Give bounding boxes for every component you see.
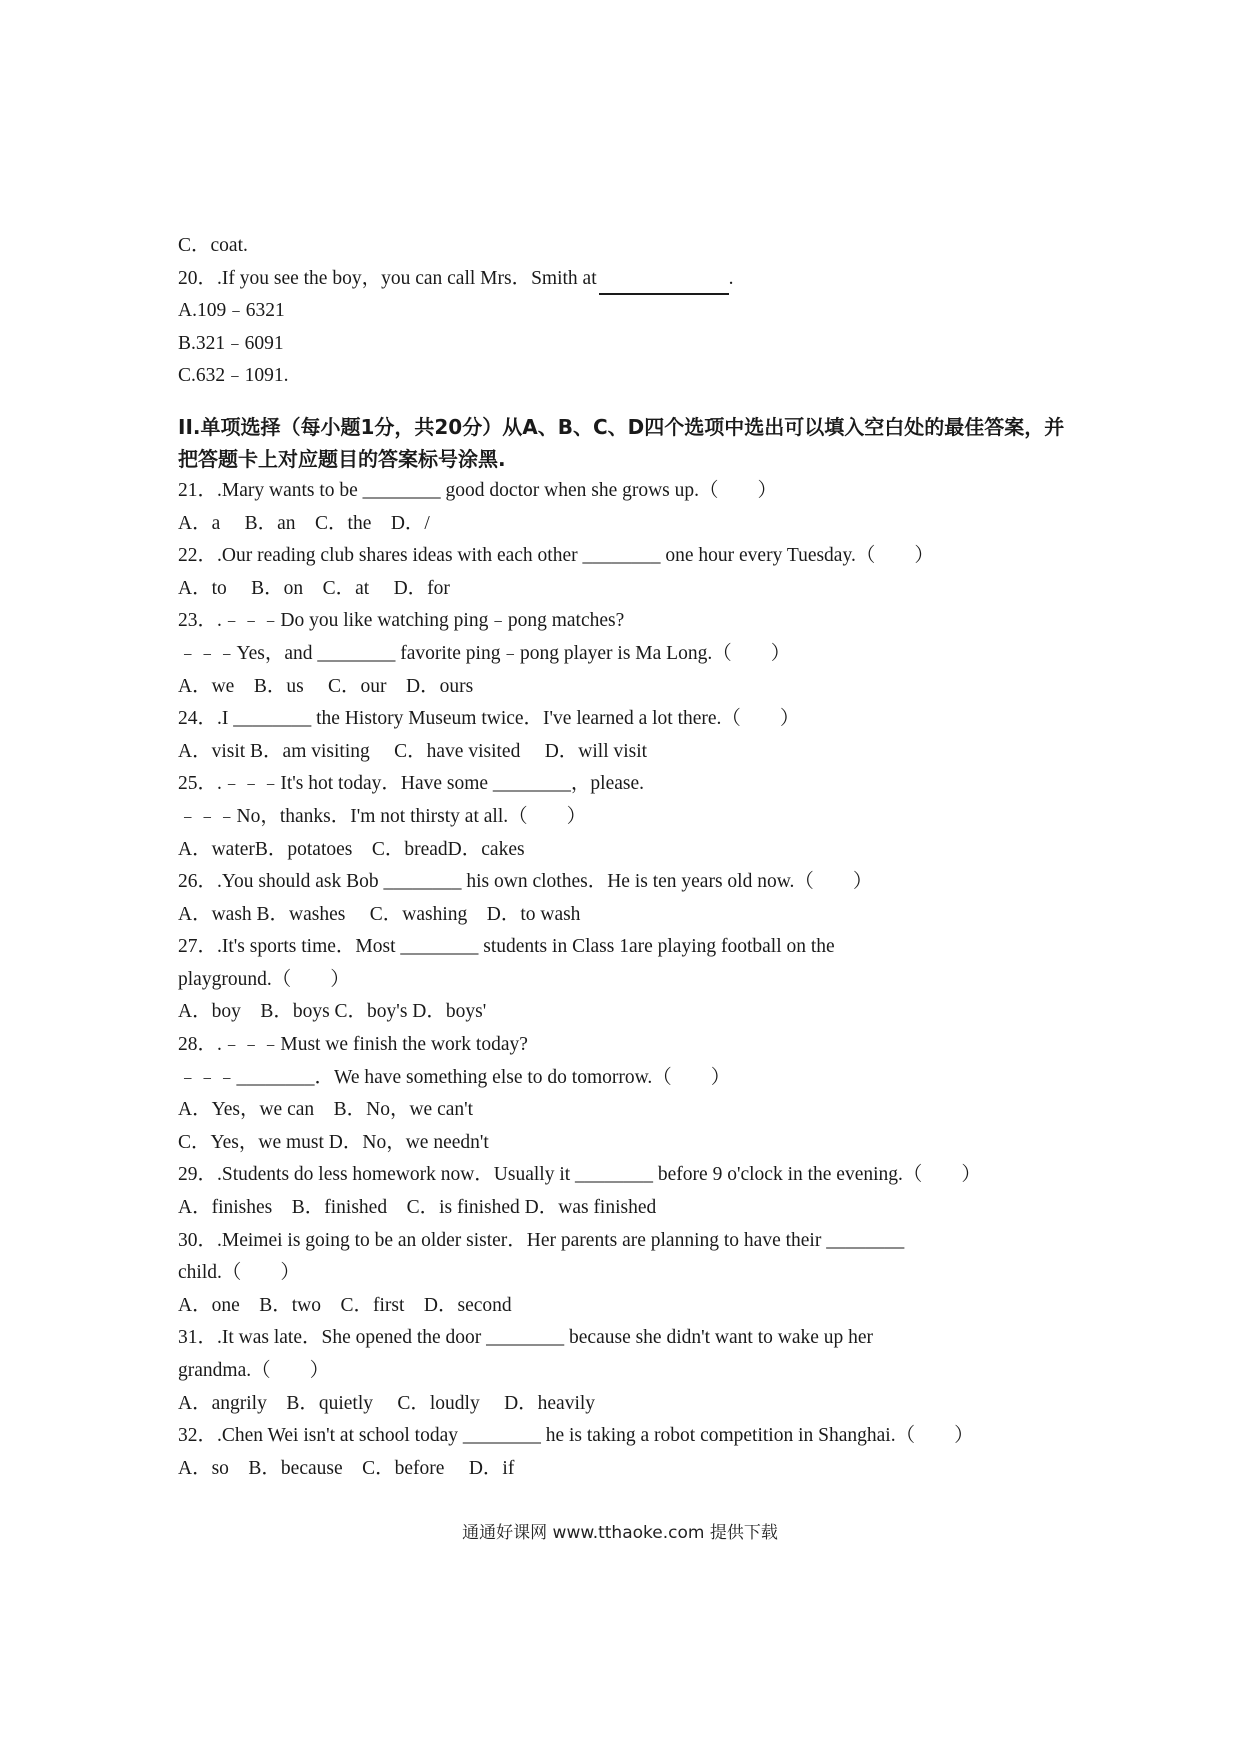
- q25-stem-reply: ﹣﹣﹣No，thanks．I'm not thirsty at all.（ ）: [178, 805, 587, 827]
- q20-option-b: B.321﹣6091: [178, 332, 284, 354]
- q30-stem: 30．.Meimei is going to be an older sister．Her parents are planning to have their ________: [178, 1229, 905, 1251]
- q25-stem: 25．.﹣﹣﹣It's hot today．Have some ________，please.: [178, 773, 645, 795]
- q20-stem: [178, 263, 1078, 296]
- q32-options: A．so B．because C．before D．if: [178, 1457, 515, 1479]
- q27-options: A．boy B．boys C．boy's D．boys': [178, 1001, 487, 1023]
- q32-stem: 32．.Chen Wei isn't at school today ________ he is taking a robot competition in Shanghai.（ ）: [178, 1425, 974, 1447]
- q26-options: A．wash B．washes C．washing D．to wash: [178, 903, 581, 925]
- q23-stem-reply: ﹣﹣﹣Yes，and ________ favorite ping﹣pong player is Ma Long.（ ）: [178, 642, 791, 664]
- q27-stem: 27．.It's sports time．Most ________ students in Class 1are playing football on the: [178, 936, 835, 958]
- q23-options: A．we B．us C．our D．ours: [178, 675, 474, 697]
- q31-stem-continued: grandma.（ ）: [178, 1360, 330, 1381]
- answer-blank: [599, 271, 729, 295]
- q26-stem: 26．.You should ask Bob ________ his own clothes．He is ten years old now.（ ）: [178, 871, 873, 893]
- q31-stem: 31．.It was late．She opened the door ________ because she didn't want to wake up her: [178, 1327, 874, 1349]
- q21-options: A．a B．an C．the D．/: [178, 512, 430, 534]
- q22-options: A．to B．on C．at D．for: [178, 577, 450, 599]
- q20-option-c: C.632﹣1091.: [178, 365, 289, 387]
- q28-options-ab: A．Yes，we can B．No，we can't: [178, 1099, 474, 1121]
- q20-option-a: A.109﹣6321: [178, 300, 285, 322]
- q30-options: A．one B．two C．first D．second: [178, 1294, 512, 1316]
- section-heading: II.单项选择（每小题1分，共20分）从A、B、C、D四个选项中选出可以填入空白处的最佳答案，并把答题卡上对应题目的答案标号涂黑.: [178, 414, 1065, 471]
- page-content: [178, 230, 1078, 1485]
- q23-stem: 23．.﹣﹣﹣Do you like watching ping﹣pong matches?: [178, 610, 625, 632]
- q19-option-c: C．coat.: [178, 235, 248, 256]
- q24-stem: 24．.I ________ the History Museum twice．I've learned a lot there.（ ）: [178, 708, 800, 730]
- q30-stem-continued: child.（ ）: [178, 1262, 300, 1284]
- q21-stem: 21．.Mary wants to be ________ good doctor when she grows up.（ ）: [178, 479, 778, 501]
- q28-options-cd: C．Yes，we must D．No，we needn't: [178, 1131, 489, 1153]
- page-footer: 通通好课网 www.tthaoke.com 提供下载: [462, 1523, 778, 1543]
- q24-options: A．visit B．am visiting C．have visited D．will visit: [178, 740, 648, 762]
- q27-stem-continued: playground.（ ）: [178, 968, 350, 990]
- q29-options: A．finishes B．finished C．is finished D．was finished: [178, 1197, 657, 1219]
- q25-options: A．waterB．potatoes C．breadD．cakes: [178, 838, 525, 860]
- q20-stem-end: .: [728, 267, 734, 289]
- q31-options: A．angrily B．quietly C．loudly D．heavily: [178, 1392, 596, 1414]
- q28-stem-reply: ﹣﹣﹣________．We have something else to do tomorrow.（ ）: [178, 1066, 731, 1088]
- q22-stem: 22．.Our reading club shares ideas with each other ________ one hour every Tuesday.（ ）: [178, 545, 934, 567]
- q29-stem: 29．.Students do less homework now．Usually it ________ before 9 o'clock in the evening.（ ）: [178, 1164, 981, 1186]
- q28-stem: 28．.﹣﹣﹣Must we finish the work today?: [178, 1034, 528, 1056]
- q20-stem-text: 20．.If you see the boy，you can call Mrs．Smith at: [178, 267, 597, 289]
